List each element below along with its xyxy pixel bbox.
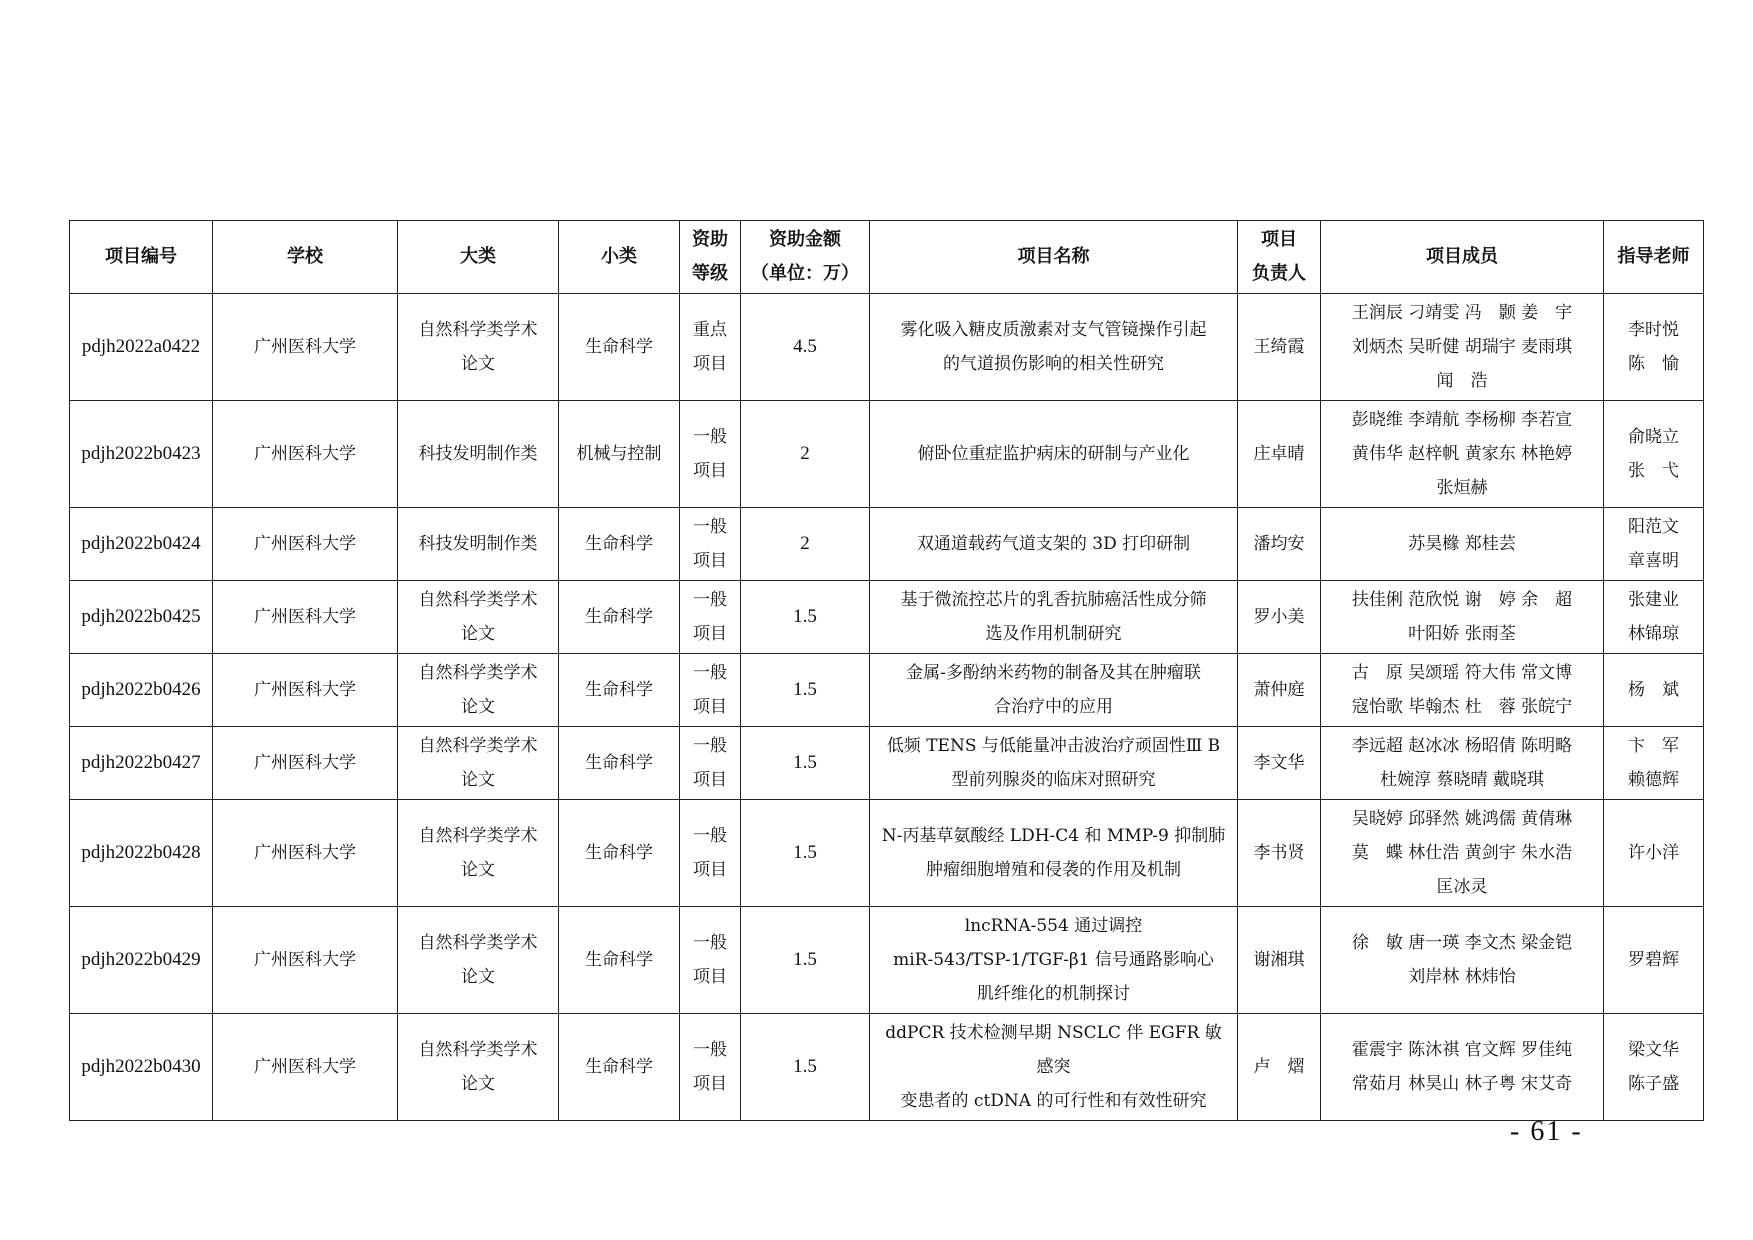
header-amount: [741, 221, 870, 294]
cell-members: [1321, 401, 1604, 508]
cell-leader: 庄卓晴: [1238, 401, 1321, 508]
cell-category-line: 自然科学类学术: [418, 320, 538, 340]
table-row: [70, 907, 1704, 1014]
cell-school: 广州医科大学: [213, 508, 398, 581]
cell-title-line: 俯卧位重症监护病床的研制与产业化: [917, 444, 1190, 464]
cell-advisor: [1604, 294, 1704, 401]
cell-level: [680, 581, 741, 654]
cell-advisor-line: 李时悦: [1628, 320, 1679, 340]
cell-level: [680, 727, 741, 800]
cell-subcategory: 机械与控制: [559, 401, 680, 508]
cell-level-line: 重点: [693, 320, 727, 340]
cell-members-line: 苏昊橼 郑桂芸: [1408, 534, 1516, 554]
cell-school: 广州医科大学: [213, 907, 398, 1014]
cell-category-line: 自然科学类学术: [418, 736, 538, 756]
cell-leader: 谢湘琪: [1238, 907, 1321, 1014]
cell-advisor-line: 许小洋: [1628, 843, 1679, 863]
cell-level-line: 项目: [693, 860, 727, 880]
cell-advisor-line: 张 弋: [1628, 461, 1679, 481]
cell-members-line: 张烜赫: [1436, 478, 1488, 498]
cell-category-line: 论文: [461, 1074, 495, 1094]
cell-advisor: [1604, 907, 1704, 1014]
cell-amount: 1.5: [741, 581, 870, 654]
cell-level: [680, 508, 741, 581]
header-leader-line: 负责人: [1252, 263, 1306, 284]
page-number: - 61 -: [1510, 1116, 1583, 1147]
cell-title: [870, 800, 1238, 907]
cell-level-line: 项目: [693, 967, 727, 987]
cell-subcategory: 生命科学: [559, 508, 680, 581]
cell-category-line: 自然科学类学术: [418, 590, 538, 610]
cell-members-line: 吴晓婷 邱驿然 姚鸿儒 黄倩琳: [1351, 809, 1573, 829]
cell-school: 广州医科大学: [213, 727, 398, 800]
cell-title: [870, 727, 1238, 800]
header-leader-line: 项目: [1261, 229, 1297, 250]
cell-school: 广州医科大学: [213, 401, 398, 508]
cell-subcategory: 生命科学: [559, 654, 680, 727]
cell-amount: 2: [741, 401, 870, 508]
cell-level-line: 一般: [693, 826, 727, 846]
table-row: [70, 1014, 1704, 1121]
cell-members-line: 古 原 吴颂瑶 符大伟 常文博: [1351, 663, 1573, 683]
cell-level-line: 项目: [693, 354, 727, 374]
cell-leader: 罗小美: [1238, 581, 1321, 654]
cell-advisor-line: 陈 愉: [1628, 354, 1679, 374]
cell-category-line: 论文: [461, 697, 495, 717]
cell-category: [398, 1014, 559, 1121]
cell-title-line: 选及作用机制研究: [985, 624, 1122, 644]
cell-id: pdjh2022b0430: [70, 1014, 213, 1121]
cell-members-line: 寇怡歌 毕翰杰 杜 蓉 张皖宁: [1351, 697, 1573, 717]
cell-members-line: 叶阳娇 张雨荃: [1408, 624, 1516, 644]
cell-amount: 1.5: [741, 800, 870, 907]
table-row: [70, 654, 1704, 727]
cell-id: pdjh2022a0422: [70, 294, 213, 401]
cell-members-line: 闻 浩: [1436, 371, 1488, 391]
cell-category-line: 自然科学类学术: [418, 826, 538, 846]
cell-subcategory: 生命科学: [559, 581, 680, 654]
cell-leader: 李文华: [1238, 727, 1321, 800]
cell-category: [398, 508, 559, 581]
cell-title-line: miR-543/TSP-1/TGF-β1 信号通路影响心: [893, 950, 1214, 970]
cell-leader: 萧仲庭: [1238, 654, 1321, 727]
header-amount-line: 资助金额: [769, 229, 841, 250]
cell-members: [1321, 907, 1604, 1014]
cell-level: [680, 401, 741, 508]
cell-subcategory: 生命科学: [559, 294, 680, 401]
cell-advisor-line: 卞 军: [1628, 736, 1679, 756]
cell-members-line: 霍震宇 陈沐祺 官文辉 罗佳纯: [1351, 1040, 1573, 1060]
header-id: 项目编号: [70, 221, 213, 294]
cell-title: [870, 581, 1238, 654]
cell-category: [398, 727, 559, 800]
cell-advisor-line: 杨 斌: [1628, 680, 1679, 700]
cell-title-line: 双通道载药气道支架的 3D 打印研制: [916, 534, 1191, 554]
cell-title: [870, 654, 1238, 727]
table-row: [70, 401, 1704, 508]
cell-members-line: 彭晓维 李靖航 李杨柳 李若宣: [1351, 410, 1573, 430]
cell-members: [1321, 581, 1604, 654]
cell-category-line: 论文: [461, 624, 495, 644]
cell-category: [398, 401, 559, 508]
cell-title-line: 型前列腺炎的临床对照研究: [951, 770, 1156, 790]
cell-advisor: [1604, 1014, 1704, 1121]
table-row: [70, 294, 1704, 401]
cell-subcategory: 生命科学: [559, 800, 680, 907]
cell-members: [1321, 800, 1604, 907]
cell-members-line: 徐 敏 唐一瑛 李文杰 梁金铠: [1351, 933, 1573, 953]
cell-category: [398, 294, 559, 401]
cell-title-line: 肿瘤细胞增殖和侵袭的作用及机制: [926, 860, 1181, 880]
cell-title-line: ddPCR 技术检测早期 NSCLC 伴 EGFR 敏感突: [885, 1023, 1222, 1077]
cell-advisor-line: 罗碧辉: [1628, 950, 1679, 970]
table-row: [70, 800, 1704, 907]
cell-level-line: 一般: [693, 590, 727, 610]
cell-category-line: 论文: [461, 860, 495, 880]
cell-members-line: 黄伟华 赵梓帆 黄家东 林艳婷: [1351, 444, 1573, 464]
cell-level-line: 项目: [693, 1074, 727, 1094]
cell-amount: 1.5: [741, 727, 870, 800]
header-school: 学校: [213, 221, 398, 294]
cell-amount: 1.5: [741, 907, 870, 1014]
header-amount-line: （单位：万）: [751, 263, 859, 284]
project-table: [69, 220, 1704, 1121]
cell-category: [398, 581, 559, 654]
cell-school: 广州医科大学: [213, 581, 398, 654]
cell-level-line: 项目: [693, 770, 727, 790]
cell-school: 广州医科大学: [213, 1014, 398, 1121]
cell-title-line: N-丙基草氨酸经 LDH-C4 和 MMP-9 抑制肺: [881, 826, 1226, 846]
cell-members-line: 常茹月 林昊山 林子粤 宋艾奇: [1351, 1074, 1573, 1094]
cell-advisor-line: 章喜明: [1628, 551, 1679, 571]
cell-amount: 2: [741, 508, 870, 581]
header-level: [680, 221, 741, 294]
header-leader: [1238, 221, 1321, 294]
cell-title-line: 变患者的 ctDNA 的可行性和有效性研究: [900, 1091, 1207, 1111]
cell-members-line: 王润辰 刁靖雯 冯 颢 姜 宇: [1351, 303, 1573, 323]
cell-id: pdjh2022b0427: [70, 727, 213, 800]
header-title: 项目名称: [870, 221, 1238, 294]
cell-id: pdjh2022b0428: [70, 800, 213, 907]
cell-level: [680, 654, 741, 727]
cell-amount: 4.5: [741, 294, 870, 401]
cell-subcategory: 生命科学: [559, 907, 680, 1014]
cell-subcategory: 生命科学: [559, 1014, 680, 1121]
cell-amount: 1.5: [741, 1014, 870, 1121]
table-body: [70, 294, 1704, 1121]
cell-title-line: 肌纤维化的机制探讨: [977, 984, 1130, 1004]
cell-level: [680, 907, 741, 1014]
cell-id: pdjh2022b0426: [70, 654, 213, 727]
cell-title-line: lncRNA-554 通过调控: [964, 916, 1143, 936]
cell-level: [680, 800, 741, 907]
cell-title-line: 雾化吸入糖皮质激素对支气管镜操作引起: [900, 320, 1207, 340]
header-members: 项目成员: [1321, 221, 1604, 294]
cell-level-line: 一般: [693, 736, 727, 756]
cell-advisor: [1604, 727, 1704, 800]
cell-category-line: 自然科学类学术: [418, 1040, 538, 1060]
cell-advisor-line: 赖德辉: [1628, 770, 1679, 790]
cell-level-line: 一般: [693, 1040, 727, 1060]
cell-title: [870, 907, 1238, 1014]
cell-level-line: 一般: [693, 517, 727, 537]
cell-advisor-line: 张建业: [1628, 590, 1679, 610]
cell-level-line: 项目: [693, 551, 727, 571]
cell-members-line: 杜婉淳 蔡晓晴 戴晓琪: [1380, 770, 1544, 790]
cell-title-line: 的气道损伤影响的相关性研究: [943, 354, 1164, 374]
cell-members-line: 匡冰灵: [1436, 877, 1488, 897]
cell-title: [870, 401, 1238, 508]
cell-id: pdjh2022b0423: [70, 401, 213, 508]
header-subcategory: 小类: [559, 221, 680, 294]
table-row: [70, 727, 1704, 800]
cell-subcategory: 生命科学: [559, 727, 680, 800]
cell-level-line: 项目: [693, 624, 727, 644]
cell-school: 广州医科大学: [213, 800, 398, 907]
cell-level-line: 项目: [693, 461, 727, 481]
cell-category: [398, 654, 559, 727]
cell-category-line: 科技发明制作类: [418, 534, 538, 554]
cell-category-line: 科技发明制作类: [418, 444, 538, 464]
cell-category-line: 自然科学类学术: [418, 663, 538, 683]
cell-leader: 王绮霞: [1238, 294, 1321, 401]
header-level-line: 资助: [692, 229, 728, 250]
cell-title: [870, 1014, 1238, 1121]
cell-members-line: 莫 蝶 林仕浩 黄剑宇 朱水浩: [1351, 843, 1573, 863]
cell-leader: 潘均安: [1238, 508, 1321, 581]
cell-category-line: 论文: [461, 354, 495, 374]
cell-id: pdjh2022b0424: [70, 508, 213, 581]
cell-category-line: 论文: [461, 770, 495, 790]
cell-members-line: 刘岸林 林炜怡: [1408, 967, 1516, 987]
cell-level-line: 项目: [693, 697, 727, 717]
cell-members: [1321, 294, 1604, 401]
cell-level-line: 一般: [693, 427, 727, 447]
cell-title-line: 基于微流控芯片的乳香抗肺癌活性成分筛: [900, 590, 1207, 610]
cell-advisor: [1604, 508, 1704, 581]
cell-members: [1321, 727, 1604, 800]
cell-title-line: 金属-多酚纳米药物的制备及其在肿瘤联: [906, 663, 1201, 683]
cell-advisor: [1604, 654, 1704, 727]
cell-category-line: 论文: [461, 967, 495, 987]
cell-id: pdjh2022b0425: [70, 581, 213, 654]
cell-category: [398, 800, 559, 907]
cell-school: 广州医科大学: [213, 654, 398, 727]
header-advisor: 指导老师: [1604, 221, 1704, 294]
cell-members-line: 扶佳俐 范欣悦 谢 婷 余 超: [1351, 590, 1573, 610]
table-row: [70, 581, 1704, 654]
header-category: 大类: [398, 221, 559, 294]
table-row: [70, 508, 1704, 581]
cell-school: 广州医科大学: [213, 294, 398, 401]
cell-level: [680, 1014, 741, 1121]
cell-leader: 卢 熠: [1238, 1014, 1321, 1121]
cell-advisor: [1604, 581, 1704, 654]
cell-level-line: 一般: [693, 663, 727, 683]
cell-amount: 1.5: [741, 654, 870, 727]
header-level-line: 等级: [692, 263, 728, 284]
cell-title: [870, 508, 1238, 581]
cell-advisor-line: 陈子盛: [1628, 1074, 1679, 1094]
cell-members-line: 李远超 赵冰冰 杨昭倩 陈明略: [1351, 736, 1573, 756]
cell-members: [1321, 654, 1604, 727]
cell-members: [1321, 1014, 1604, 1121]
header-row: [70, 221, 1704, 294]
cell-level: [680, 294, 741, 401]
cell-title: [870, 294, 1238, 401]
cell-level-line: 一般: [693, 933, 727, 953]
cell-id: pdjh2022b0429: [70, 907, 213, 1014]
cell-members-line: 刘炳杰 吴昕健 胡瑞宇 麦雨琪: [1351, 337, 1573, 357]
cell-advisor: [1604, 401, 1704, 508]
cell-category-line: 自然科学类学术: [418, 933, 538, 953]
cell-advisor-line: 梁文华: [1628, 1040, 1679, 1060]
cell-advisor-line: 俞晓立: [1628, 427, 1679, 447]
cell-title-line: 低频 TENS 与低能量冲击波治疗顽固性Ⅲ B: [886, 736, 1221, 756]
cell-advisor-line: 林锦琼: [1628, 624, 1679, 644]
cell-members: [1321, 508, 1604, 581]
cell-advisor: [1604, 800, 1704, 907]
cell-category: [398, 907, 559, 1014]
cell-advisor-line: 阳范文: [1628, 517, 1679, 537]
cell-title-line: 合治疗中的应用: [994, 697, 1113, 717]
cell-leader: 李书贤: [1238, 800, 1321, 907]
